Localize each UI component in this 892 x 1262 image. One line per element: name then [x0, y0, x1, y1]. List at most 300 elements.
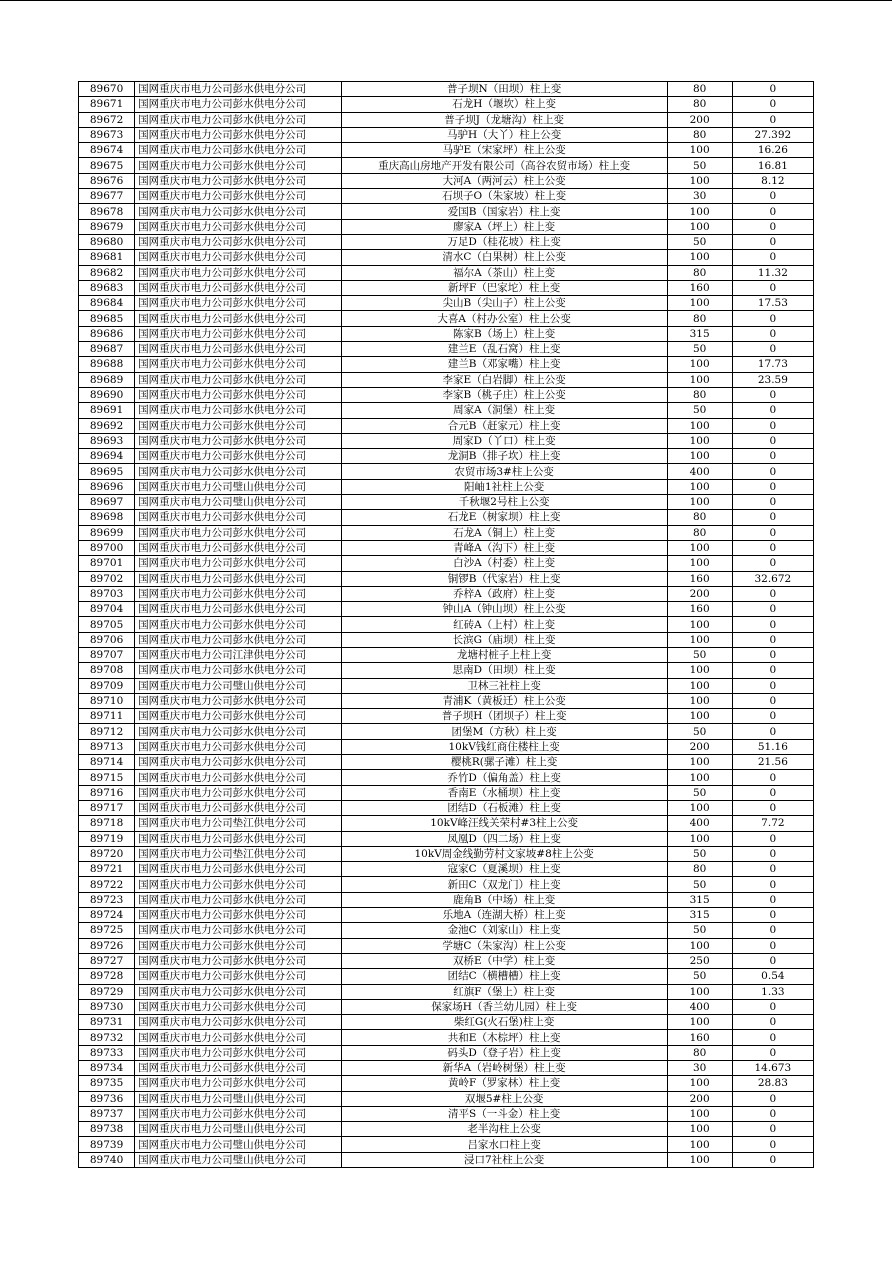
transformer-name-cell: 福尔A（茶山）柱上变 [341, 265, 667, 280]
value-cell: 0 [732, 938, 813, 953]
table-row [79, 892, 814, 907]
capacity-cell: 315 [667, 326, 732, 341]
capacity-cell: 100 [667, 709, 732, 724]
company-name-cell: 国网重庆市电力公司彭水供电分公司 [135, 770, 342, 785]
company-name-cell: 国网重庆市电力公司彭水供电分公司 [135, 403, 342, 418]
company-name-cell: 国网重庆市电力公司彭水供电分公司 [135, 892, 342, 907]
company-name-cell: 国网重庆市电力公司彭水供电分公司 [135, 372, 342, 387]
transformer-name-cell: 浸口7社柱上公变 [341, 1152, 667, 1167]
table-row [79, 525, 814, 540]
company-name-cell: 国网重庆市电力公司彭水供电分公司 [135, 510, 342, 525]
company-name-cell: 国网重庆市电力公司彭水供电分公司 [135, 357, 342, 372]
table-row [79, 1061, 814, 1076]
table-row [79, 296, 814, 311]
table-row [79, 663, 814, 678]
value-cell: 11.32 [732, 265, 813, 280]
value-cell: 0 [732, 82, 813, 97]
transformer-name-cell: 普子坝N（田坝）柱上变 [341, 82, 667, 97]
company-name-cell: 国网重庆市电力公司彭水供电分公司 [135, 709, 342, 724]
row-id-cell: 89720 [79, 846, 135, 861]
transformer-name-cell: 金池C（刘家山）柱上变 [341, 923, 667, 938]
transformer-name-cell: 钟山A（钟山坝）柱上公变 [341, 602, 667, 617]
value-cell: 0 [732, 418, 813, 433]
table-row [79, 1015, 814, 1030]
transformer-name-cell: 红旗F（堡上）柱上变 [341, 984, 667, 999]
capacity-cell: 50 [667, 877, 732, 892]
company-name-cell: 国网重庆市电力公司彭水供电分公司 [135, 1030, 342, 1045]
value-cell: 0 [732, 923, 813, 938]
capacity-cell: 30 [667, 189, 732, 204]
company-name-cell: 国网重庆市电力公司璧山供电分公司 [135, 1122, 342, 1137]
table-row [79, 755, 814, 770]
value-cell: 17.53 [732, 296, 813, 311]
capacity-cell: 100 [667, 831, 732, 846]
value-cell: 0 [732, 326, 813, 341]
row-id-cell: 89710 [79, 693, 135, 708]
capacity-cell: 100 [667, 173, 732, 188]
table-row [79, 877, 814, 892]
transformer-name-cell: 阳岫1社柱上公变 [341, 479, 667, 494]
row-id-cell: 89730 [79, 999, 135, 1014]
value-cell: 0 [732, 1091, 813, 1106]
row-id-cell: 89698 [79, 510, 135, 525]
row-id-cell: 89681 [79, 250, 135, 265]
capacity-cell: 400 [667, 816, 732, 831]
table-row [79, 357, 814, 372]
capacity-cell: 50 [667, 969, 732, 984]
capacity-cell: 100 [667, 204, 732, 219]
table-row [79, 372, 814, 387]
transformer-name-cell: 大喜A（村办公室）柱上公变 [341, 311, 667, 326]
row-id-cell: 89676 [79, 173, 135, 188]
value-cell: 0 [732, 800, 813, 815]
capacity-cell: 80 [667, 525, 732, 540]
row-id-cell: 89683 [79, 280, 135, 295]
transformer-name-cell: 黄岭F（罗家林）柱上变 [341, 1076, 667, 1091]
company-name-cell: 国网重庆市电力公司彭水供电分公司 [135, 984, 342, 999]
table-row [79, 1091, 814, 1106]
capacity-cell: 50 [667, 403, 732, 418]
company-name-cell: 国网重庆市电力公司彭水供电分公司 [135, 204, 342, 219]
table-row [79, 433, 814, 448]
table-row [79, 342, 814, 357]
transformer-name-cell: 千秋堰2号柱上公变 [341, 495, 667, 510]
capacity-cell: 50 [667, 647, 732, 662]
capacity-cell: 100 [667, 632, 732, 647]
table-row [79, 311, 814, 326]
row-id-cell: 89719 [79, 831, 135, 846]
value-cell: 16.81 [732, 158, 813, 173]
company-name-cell: 国网重庆市电力公司彭水供电分公司 [135, 602, 342, 617]
row-id-cell: 89670 [79, 82, 135, 97]
transformer-name-cell: 青峰A（沟下）柱上变 [341, 540, 667, 555]
company-name-cell: 国网重庆市电力公司彭水供电分公司 [135, 449, 342, 464]
value-cell: 0.54 [732, 969, 813, 984]
transformer-name-cell: 樱桃R(骡子滩）柱上变 [341, 755, 667, 770]
value-cell: 0 [732, 449, 813, 464]
value-cell: 0 [732, 97, 813, 112]
table-row [79, 189, 814, 204]
value-cell: 0 [732, 678, 813, 693]
transformer-name-cell: 学塘C（朱家沟）柱上公变 [341, 938, 667, 953]
table-row [79, 632, 814, 647]
capacity-cell: 160 [667, 602, 732, 617]
value-cell: 8.12 [732, 173, 813, 188]
capacity-cell: 100 [667, 678, 732, 693]
table-row [79, 127, 814, 142]
value-cell: 0 [732, 1106, 813, 1121]
capacity-cell: 200 [667, 112, 732, 127]
capacity-cell: 100 [667, 556, 732, 571]
capacity-cell: 160 [667, 571, 732, 586]
transformer-name-cell: 普子坝H（团坝子）柱上变 [341, 709, 667, 724]
transformer-name-cell: 龙塘村桩子上柱上变 [341, 647, 667, 662]
table-row [79, 464, 814, 479]
row-id-cell: 89677 [79, 189, 135, 204]
row-id-cell: 89709 [79, 678, 135, 693]
company-name-cell: 国网重庆市电力公司彭水供电分公司 [135, 632, 342, 647]
row-id-cell: 89725 [79, 923, 135, 938]
company-name-cell: 国网重庆市电力公司彭水供电分公司 [135, 617, 342, 632]
table-row [79, 709, 814, 724]
value-cell: 32.672 [732, 571, 813, 586]
table-row [79, 999, 814, 1014]
transformer-name-cell: 双桥E（中学）柱上变 [341, 953, 667, 968]
capacity-cell: 160 [667, 280, 732, 295]
transformer-name-cell: 马驴H（大丫）柱上公变 [341, 127, 667, 142]
row-id-cell: 89686 [79, 326, 135, 341]
table-row [79, 617, 814, 632]
transformer-name-cell: 老半沟柱上公变 [341, 1122, 667, 1137]
transformer-name-cell: 10kV峰汪线关荣村#3柱上公变 [341, 816, 667, 831]
capacity-cell: 100 [667, 418, 732, 433]
table-row [79, 571, 814, 586]
capacity-cell: 100 [667, 479, 732, 494]
capacity-cell: 100 [667, 1076, 732, 1091]
value-cell: 0 [732, 311, 813, 326]
value-cell: 0 [732, 556, 813, 571]
row-id-cell: 89713 [79, 739, 135, 754]
capacity-cell: 100 [667, 693, 732, 708]
row-id-cell: 89714 [79, 755, 135, 770]
capacity-cell: 100 [667, 250, 732, 265]
table-row [79, 862, 814, 877]
table-row [79, 969, 814, 984]
table-row [79, 1152, 814, 1167]
row-id-cell: 89706 [79, 632, 135, 647]
company-name-cell: 国网重庆市电力公司彭水供电分公司 [135, 739, 342, 754]
value-cell: 0 [732, 189, 813, 204]
value-cell: 0 [732, 877, 813, 892]
value-cell: 0 [732, 892, 813, 907]
company-name-cell: 国网重庆市电力公司彭水供电分公司 [135, 1015, 342, 1030]
table-row [79, 82, 814, 97]
transformer-name-cell: 思南D（田坝）柱上变 [341, 663, 667, 678]
table-row [79, 250, 814, 265]
table-row [79, 143, 814, 158]
value-cell: 51.16 [732, 739, 813, 754]
transformer-name-cell: 白沙A（村委）柱上变 [341, 556, 667, 571]
row-id-cell: 89740 [79, 1152, 135, 1167]
company-name-cell: 国网重庆市电力公司垫江供电分公司 [135, 816, 342, 831]
row-id-cell: 89697 [79, 495, 135, 510]
transformer-name-cell: 石坝子O（朱家坡）柱上变 [341, 189, 667, 204]
value-cell: 0 [732, 525, 813, 540]
company-name-cell: 国网重庆市电力公司彭水供电分公司 [135, 433, 342, 448]
table-row [79, 586, 814, 601]
table-row [79, 1122, 814, 1137]
row-id-cell: 89674 [79, 143, 135, 158]
transformer-name-cell: 尖山B（尖山子）柱上公变 [341, 296, 667, 311]
capacity-cell: 100 [667, 495, 732, 510]
row-id-cell: 89702 [79, 571, 135, 586]
transformer-name-cell: 香南E（水桶坝）柱上变 [341, 785, 667, 800]
capacity-cell: 160 [667, 1030, 732, 1045]
transformer-name-cell: 万足D（桂花坡）柱上变 [341, 234, 667, 249]
company-name-cell: 国网重庆市电力公司彭水供电分公司 [135, 97, 342, 112]
transformer-name-cell: 农贸市场3#柱上公变 [341, 464, 667, 479]
capacity-cell: 200 [667, 739, 732, 754]
value-cell: 0 [732, 479, 813, 494]
row-id-cell: 89731 [79, 1015, 135, 1030]
value-cell: 0 [732, 464, 813, 479]
capacity-cell: 100 [667, 755, 732, 770]
table-row [79, 403, 814, 418]
table-row [79, 938, 814, 953]
transformer-name-cell: 卫林三社柱上变 [341, 678, 667, 693]
value-cell: 0 [732, 387, 813, 402]
company-name-cell: 国网重庆市电力公司彭水供电分公司 [135, 862, 342, 877]
transformer-name-cell: 团结C（横槽槽）柱上变 [341, 969, 667, 984]
row-id-cell: 89691 [79, 403, 135, 418]
value-cell: 0 [732, 234, 813, 249]
transformer-name-cell: 团结D（石板滩）柱上变 [341, 800, 667, 815]
value-cell: 0 [732, 1030, 813, 1045]
row-id-cell: 89735 [79, 1076, 135, 1091]
table-row [79, 816, 814, 831]
transformer-name-cell: 共和E（木棕坪）柱上变 [341, 1030, 667, 1045]
row-id-cell: 89679 [79, 219, 135, 234]
company-name-cell: 国网重庆市电力公司璧山供电分公司 [135, 1152, 342, 1167]
company-name-cell: 国网重庆市电力公司彭水供电分公司 [135, 586, 342, 601]
transformer-name-cell: 保家场H（香兰幼儿园）柱上变 [341, 999, 667, 1014]
table-row [79, 510, 814, 525]
company-name-cell: 国网重庆市电力公司垫江供电分公司 [135, 846, 342, 861]
capacity-cell: 50 [667, 342, 732, 357]
transformer-name-cell: 乔竹D（偏角盖）柱上变 [341, 770, 667, 785]
row-id-cell: 89722 [79, 877, 135, 892]
value-cell: 0 [732, 693, 813, 708]
transformer-name-cell: 廖家A（坪上）柱上变 [341, 219, 667, 234]
company-name-cell: 国网重庆市电力公司璧山供电分公司 [135, 1137, 342, 1152]
row-id-cell: 89675 [79, 158, 135, 173]
value-cell: 0 [732, 250, 813, 265]
row-id-cell: 89680 [79, 234, 135, 249]
value-cell: 0 [732, 219, 813, 234]
transformer-name-cell: 大河A（两河云）柱上公变 [341, 173, 667, 188]
company-name-cell: 国网重庆市电力公司彭水供电分公司 [135, 663, 342, 678]
transformer-name-cell: 新坪F（巴家坨）柱上变 [341, 280, 667, 295]
transformer-name-cell: 石龙E（树家坝）柱上变 [341, 510, 667, 525]
value-cell: 0 [732, 495, 813, 510]
row-id-cell: 89690 [79, 387, 135, 402]
row-id-cell: 89718 [79, 816, 135, 831]
transformer-name-cell: 龙洞B（排子坎）柱上变 [341, 449, 667, 464]
capacity-cell: 100 [667, 540, 732, 555]
value-cell: 21.56 [732, 755, 813, 770]
row-id-cell: 89729 [79, 984, 135, 999]
table-row [79, 556, 814, 571]
row-id-cell: 89705 [79, 617, 135, 632]
capacity-cell: 100 [667, 357, 732, 372]
value-cell: 7.72 [732, 816, 813, 831]
value-cell: 0 [732, 342, 813, 357]
company-name-cell: 国网重庆市电力公司彭水供电分公司 [135, 953, 342, 968]
row-id-cell: 89687 [79, 342, 135, 357]
company-name-cell: 国网重庆市电力公司彭水供电分公司 [135, 556, 342, 571]
row-id-cell: 89703 [79, 586, 135, 601]
table-row [79, 326, 814, 341]
value-cell: 0 [732, 785, 813, 800]
capacity-cell: 80 [667, 82, 732, 97]
company-name-cell: 国网重庆市电力公司彭水供电分公司 [135, 234, 342, 249]
table-row [79, 1106, 814, 1121]
row-id-cell: 89704 [79, 602, 135, 617]
row-id-cell: 89672 [79, 112, 135, 127]
value-cell: 0 [732, 1152, 813, 1167]
transformer-name-cell: 重庆高山房地产开发有限公司（高谷农贸市场）柱上变 [341, 158, 667, 173]
capacity-cell: 80 [667, 387, 732, 402]
capacity-cell: 100 [667, 296, 732, 311]
transformer-name-cell: 李家B（桃子庄）柱上公变 [341, 387, 667, 402]
row-id-cell: 89715 [79, 770, 135, 785]
capacity-cell: 30 [667, 1061, 732, 1076]
value-cell: 0 [732, 999, 813, 1014]
transformer-name-cell: 柴红G(火石堡)柱上变 [341, 1015, 667, 1030]
value-cell: 0 [732, 433, 813, 448]
capacity-cell: 80 [667, 127, 732, 142]
company-name-cell: 国网重庆市电力公司彭水供电分公司 [135, 112, 342, 127]
row-id-cell: 89739 [79, 1137, 135, 1152]
transformer-name-cell: 清水C（白果树）柱上公变 [341, 250, 667, 265]
value-cell: 0 [732, 724, 813, 739]
capacity-cell: 100 [667, 938, 732, 953]
value-cell: 0 [732, 510, 813, 525]
row-id-cell: 89712 [79, 724, 135, 739]
transformer-name-cell: 新华A（岩岭树堡）柱上变 [341, 1061, 667, 1076]
row-id-cell: 89717 [79, 800, 135, 815]
transformer-name-cell: 鹿角B（中场）柱上变 [341, 892, 667, 907]
transformer-name-cell: 团堡M（方秋）柱上变 [341, 724, 667, 739]
value-cell: 16.26 [732, 143, 813, 158]
value-cell: 0 [732, 280, 813, 295]
row-id-cell: 89685 [79, 311, 135, 326]
row-id-cell: 89693 [79, 433, 135, 448]
company-name-cell: 国网重庆市电力公司彭水供电分公司 [135, 219, 342, 234]
company-name-cell: 国网重庆市电力公司彭水供电分公司 [135, 173, 342, 188]
transformer-name-cell: 爱国B（国家岩）柱上变 [341, 204, 667, 219]
capacity-cell: 100 [667, 800, 732, 815]
capacity-cell: 100 [667, 1152, 732, 1167]
value-cell: 23.59 [732, 372, 813, 387]
row-id-cell: 89733 [79, 1045, 135, 1060]
company-name-cell: 国网重庆市电力公司彭水供电分公司 [135, 693, 342, 708]
row-id-cell: 89673 [79, 127, 135, 142]
row-id-cell: 89688 [79, 357, 135, 372]
capacity-cell: 50 [667, 158, 732, 173]
table-row [79, 831, 814, 846]
transformer-name-cell: 石龙H（堰坎）柱上变 [341, 97, 667, 112]
company-name-cell: 国网重庆市电力公司彭水供电分公司 [135, 800, 342, 815]
table-row [79, 387, 814, 402]
table-row [79, 158, 814, 173]
row-id-cell: 89678 [79, 204, 135, 219]
company-name-cell: 国网重庆市电力公司璧山供电分公司 [135, 495, 342, 510]
company-name-cell: 国网重庆市电力公司璧山供电分公司 [135, 678, 342, 693]
value-cell: 17.73 [732, 357, 813, 372]
company-name-cell: 国网重庆市电力公司彭水供电分公司 [135, 280, 342, 295]
table-row [79, 785, 814, 800]
transformer-name-cell: 吕家水口柱上变 [341, 1137, 667, 1152]
table-row [79, 219, 814, 234]
capacity-cell: 315 [667, 892, 732, 907]
row-id-cell: 89711 [79, 709, 135, 724]
capacity-cell: 80 [667, 265, 732, 280]
capacity-cell: 100 [667, 770, 732, 785]
table-row [79, 953, 814, 968]
capacity-cell: 100 [667, 1015, 732, 1030]
row-id-cell: 89696 [79, 479, 135, 494]
company-name-cell: 国网重庆市电力公司彭水供电分公司 [135, 908, 342, 923]
company-name-cell: 国网重庆市电力公司彭水供电分公司 [135, 1061, 342, 1076]
value-cell: 0 [732, 862, 813, 877]
transformer-name-cell: 10kV周金线勤劳村文家坡#8柱上公变 [341, 846, 667, 861]
row-id-cell: 89699 [79, 525, 135, 540]
table-row [79, 739, 814, 754]
table-row [79, 1030, 814, 1045]
company-name-cell: 国网重庆市电力公司彭水供电分公司 [135, 342, 342, 357]
company-name-cell: 国网重庆市电力公司彭水供电分公司 [135, 540, 342, 555]
table-row [79, 1076, 814, 1091]
row-id-cell: 89727 [79, 953, 135, 968]
value-cell: 0 [732, 663, 813, 678]
row-id-cell: 89684 [79, 296, 135, 311]
value-cell: 28.83 [732, 1076, 813, 1091]
row-id-cell: 89728 [79, 969, 135, 984]
table-row [79, 846, 814, 861]
capacity-cell: 80 [667, 510, 732, 525]
value-cell: 0 [732, 1137, 813, 1152]
transformer-table [78, 81, 814, 1168]
capacity-cell: 100 [667, 1122, 732, 1137]
table-row [79, 280, 814, 295]
value-cell: 0 [732, 1122, 813, 1137]
capacity-cell: 50 [667, 846, 732, 861]
table-body [79, 82, 814, 1168]
table-row [79, 234, 814, 249]
company-name-cell: 国网重庆市电力公司璧山供电分公司 [135, 1091, 342, 1106]
row-id-cell: 89694 [79, 449, 135, 464]
capacity-cell: 50 [667, 724, 732, 739]
table-row [79, 923, 814, 938]
value-cell: 0 [732, 770, 813, 785]
company-name-cell: 国网重庆市电力公司彭水供电分公司 [135, 724, 342, 739]
table-row [79, 540, 814, 555]
transformer-name-cell: 合元B（赶家元）柱上变 [341, 418, 667, 433]
table-row [79, 724, 814, 739]
capacity-cell: 100 [667, 984, 732, 999]
table-row [79, 1045, 814, 1060]
